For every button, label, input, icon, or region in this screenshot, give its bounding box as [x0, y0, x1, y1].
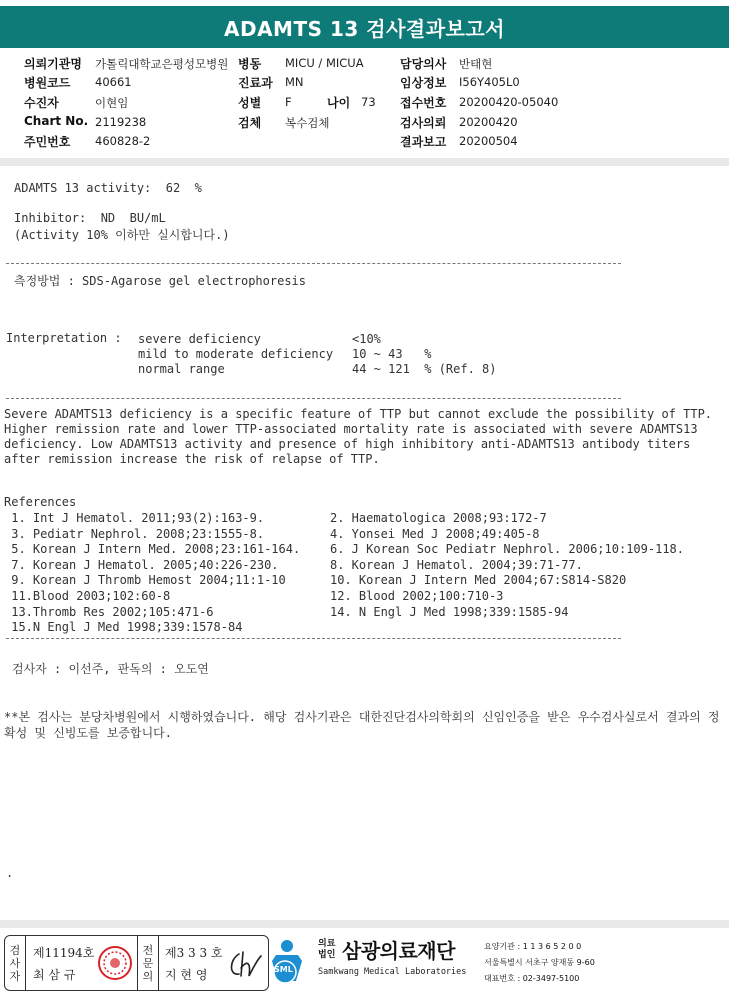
- info-value: F: [285, 95, 292, 109]
- info-value: 20200420: [459, 115, 518, 129]
- patient-info-block: [0, 52, 729, 152]
- org-contact-line: 서울특별시 서초구 양재동 9-60: [484, 958, 595, 967]
- info-value: 반태현: [459, 57, 493, 71]
- info-value: 이현임: [95, 96, 129, 110]
- interp-row-name: severe deficiency: [138, 332, 261, 346]
- info-value: 20200504: [459, 134, 518, 148]
- reference-item: 3. Pediatr Nephrol. 2008;23:1555-8.: [4, 526, 265, 541]
- info-value: 460828-2: [95, 134, 151, 148]
- examiner-vertical-label: [5, 936, 26, 990]
- info-label: 성별: [238, 96, 262, 110]
- reference-item: 5. Korean J Intern Med. 2008;23:161-164.: [4, 542, 301, 557]
- info-label: 검체: [238, 116, 262, 130]
- info-label: 의뢰기관명: [24, 57, 82, 71]
- references-heading: References: [4, 495, 77, 509]
- handwritten-signature: [225, 946, 265, 982]
- info-value: 73: [361, 95, 376, 109]
- dashed-divider: [6, 398, 621, 399]
- specialist-name: 지 현 영: [165, 968, 208, 982]
- logo-text: SML: [274, 965, 293, 974]
- info-label: 수진자: [24, 96, 59, 110]
- reference-item: 12. Blood 2002;100:710-3: [330, 589, 504, 603]
- info-value: 40661: [95, 75, 132, 89]
- dashed-divider: [6, 263, 621, 264]
- sml-logo-icon: [270, 937, 314, 983]
- inhibitor-result: Inhibitor: ND BU/mL: [14, 211, 166, 225]
- reference-item: 2. Haematologica 2008;93:172-7: [330, 511, 547, 525]
- footer-divider: [0, 920, 729, 928]
- info-value: MN: [285, 75, 304, 89]
- label-char: 전: [142, 943, 154, 957]
- reference-item: 14. N Engl J Med 1998;339:1585-94: [330, 604, 569, 619]
- org-prefix-line: 의료: [318, 939, 336, 949]
- specialist-vertical-label: [138, 936, 159, 990]
- org-english-name: Samkwang Medical Laboratories: [318, 967, 467, 977]
- info-label: 나이: [327, 96, 351, 110]
- info-label: 주민번호: [24, 135, 71, 149]
- official-seal-icon: [96, 944, 134, 982]
- info-label: 병원코드: [24, 76, 71, 90]
- examiner-line: 검사자 : 이선주, 판독의 : 오도연: [12, 662, 209, 676]
- reference-item: 1. Int J Hematol. 2011;93(2):163-9.: [4, 511, 265, 525]
- dashed-divider: [6, 638, 621, 639]
- stray-dot: .: [6, 866, 14, 880]
- interpretation-label: Interpretation :: [6, 331, 122, 345]
- interp-row-range: 10 ~ 43 %: [352, 347, 432, 361]
- interp-row-range: 44 ~ 121 % (Ref. 8): [352, 362, 497, 376]
- label-char: 검: [9, 943, 21, 957]
- signature-box: [4, 935, 269, 991]
- method-line: 측정방법 : SDS-Agarose gel electrophoresis: [14, 274, 307, 288]
- activity-result: ADAMTS 13 activity: 62 %: [14, 181, 202, 195]
- label-char: 사: [9, 956, 21, 970]
- header-divider: [0, 158, 729, 166]
- reference-item: 8. Korean J Hematol. 2004;39:71-77.: [330, 557, 583, 572]
- reference-item: 15.N Engl J Med 1998;339:1578-84: [4, 620, 243, 635]
- info-label: 담당의사: [400, 57, 447, 71]
- interp-row-name: mild to moderate deficiency: [138, 347, 334, 361]
- info-label: 임상정보: [400, 76, 447, 90]
- inhibitor-note: (Activity 10% 이하만 실시합니다.): [14, 228, 230, 242]
- info-value: MICU / MICUA: [285, 56, 364, 70]
- reference-item: 11.Blood 2003;102:60-8: [4, 589, 171, 603]
- org-contact: [484, 939, 595, 987]
- reference-item: 7. Korean J Hematol. 2005;40:226-230.: [4, 557, 279, 572]
- examiner-name: 최 삼 규: [33, 968, 76, 982]
- org-name: 삼광의료재단: [342, 939, 455, 963]
- info-value: I56Y405L0: [459, 75, 520, 89]
- reference-item: 9. Korean J Thromb Hemost 2004;11:1-10: [4, 573, 286, 588]
- report-title: ADAMTS 13 검사결과보고서: [0, 6, 729, 48]
- label-char: 문: [142, 956, 154, 970]
- interp-row-range: <10%: [352, 332, 381, 346]
- label-char: 자: [9, 969, 21, 983]
- org-prefix-line: 법인: [318, 950, 336, 960]
- reference-item: 10. Korean J Intern Med 2004;67:S814-S820: [330, 573, 627, 588]
- examiner-license-no: 제11194호: [33, 946, 95, 960]
- specialist-license-no: 제3 3 3 호: [165, 946, 223, 960]
- info-label: 진료과: [238, 76, 273, 90]
- org-contact-line: 요양기관 : 1 1 3 6 5 2 0 0: [484, 942, 582, 951]
- info-value: 복수검체: [285, 116, 330, 130]
- info-label: 검사의뢰: [400, 116, 447, 130]
- organization-block: [270, 935, 729, 989]
- org-prefix: [318, 939, 335, 961]
- info-value: 20200420-05040: [459, 95, 559, 109]
- reference-item: 4. Yonsei Med J 2008;49:405-8: [330, 526, 540, 541]
- info-label: 병동: [238, 57, 262, 71]
- notice-paragraph: **본 검사는 분당차병원에서 시행하였습니다. 해당 검사기관은 대한진단검사의학회의 신임인증을 받은 우수검사실로서 결과의 정확성 및 신빙도를 보증합니다.: [4, 710, 720, 740]
- label-char: 의: [142, 969, 154, 983]
- info-value: 가톨릭대학교은평성모병원: [95, 57, 229, 71]
- info-label: Chart No.: [24, 114, 89, 128]
- comment-paragraph: Severe ADAMTS13 deficiency is a specific feature of TTP but cannot exclude the possibility of TTP. Higher remission rate and lower TTP-associated mortality rate is associated with severe ADAMTS13 deficiency. Low ADAMTS13 activity and presence of high inhibitory anti-ADAMTS13 antibody titers after remission increase the risk of relapse of TTP.: [4, 407, 713, 466]
- reference-item: 6. J Korean Soc Pediatr Nephrol. 2006;10:109-118.: [330, 542, 685, 557]
- interp-row-name: normal range: [138, 362, 225, 376]
- org-contact-line: 대표번호 : 02-3497-5100: [484, 974, 580, 983]
- info-value: 2119238: [95, 115, 147, 129]
- info-label: 결과보고: [400, 135, 447, 149]
- reference-item: 13.Thromb Res 2002;105:471-6: [4, 604, 214, 619]
- info-label: 접수번호: [400, 96, 447, 110]
